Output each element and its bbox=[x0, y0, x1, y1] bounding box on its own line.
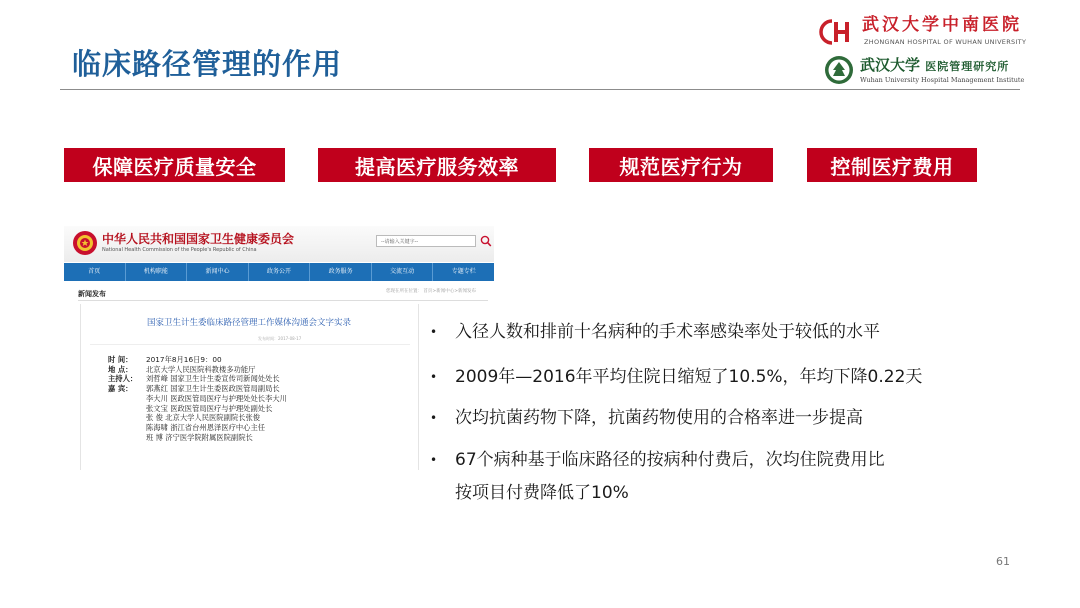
role-regulate-behavior: 规范医疗行为 bbox=[589, 148, 773, 182]
role-quality-safety: 保障医疗质量安全 bbox=[64, 148, 285, 182]
hospital-logo-icon bbox=[818, 18, 856, 46]
bullet-text: 67个病种基于临床路径的按病种付费后，次均住院费用比 bbox=[455, 450, 885, 470]
guest-item: 李大川 医政医管局医疗与护理处处长李大川 bbox=[146, 393, 287, 403]
site-header bbox=[64, 226, 494, 262]
institute-name-main: 武汉大学 bbox=[860, 56, 921, 74]
site-nav bbox=[64, 263, 494, 281]
guest-item: 张文宝 医政医管局医疗与护理处副处长 bbox=[146, 403, 273, 413]
guest-item: 郭燕红 国家卫生计生委医政医管局副局长 bbox=[146, 384, 280, 394]
university-seal-icon bbox=[824, 55, 854, 85]
article-title: 国家卫生计生委临床路径管理工作媒体沟通会文字实录 bbox=[146, 318, 351, 328]
bullet-marker: • bbox=[430, 325, 438, 339]
article-info bbox=[108, 355, 287, 442]
guests-label: 嘉 宾： bbox=[108, 384, 133, 394]
institute-logo bbox=[824, 53, 1024, 89]
bullet-text: 次均抗菌药物下降，抗菌药物使用的合格率进一步提高 bbox=[455, 408, 863, 428]
bullet-text: 入径人数和排前十名病种的手术率感染率处于较低的水平 bbox=[455, 322, 880, 342]
article-border-right bbox=[418, 304, 419, 470]
hospital-name-en: ZHONGNAN HOSPITAL OF WUHAN UNIVERSITY bbox=[864, 38, 1027, 46]
site-nav-item: 新闻中心 bbox=[187, 263, 249, 281]
place-value: 北京大学人民医院科教楼多功能厅 bbox=[146, 364, 256, 374]
place-label: 地 点： bbox=[108, 364, 133, 374]
role-control-costs: 控制医疗费用 bbox=[807, 148, 977, 182]
bullet-marker: • bbox=[430, 453, 438, 467]
slide-title: 临床路径管理的作用 bbox=[72, 47, 343, 81]
bullet-marker: • bbox=[430, 370, 438, 384]
guest-item: 班 博 济宁医学院附属医院副院长 bbox=[146, 432, 253, 442]
site-nav-item: 机构职能 bbox=[126, 263, 188, 281]
host-value: 刘哲峰 国家卫生计生委宣传司新闻处处长 bbox=[146, 374, 280, 384]
institute-name-sub: 医院管理研究所 bbox=[925, 60, 1010, 73]
national-emblem-icon bbox=[72, 230, 98, 256]
search-icon bbox=[480, 234, 492, 248]
site-nav-item: 专题专栏 bbox=[451, 268, 476, 275]
time-label: 时 间： bbox=[108, 355, 133, 364]
institute-name-cn bbox=[860, 55, 1009, 77]
time-value: 2017年8月16日9：00 bbox=[146, 355, 222, 364]
guest-item: 陈海啸 浙江省台州恩泽医疗中心主任 bbox=[146, 422, 266, 432]
site-search-input: --请输入关键字-- bbox=[376, 235, 476, 247]
nhc-website-screenshot bbox=[64, 226, 494, 470]
article-divider bbox=[90, 344, 410, 345]
article-border-left bbox=[80, 304, 81, 470]
article-source: 发布时间：2017-08-17 bbox=[258, 336, 302, 341]
site-breadcrumb: 您现在所在位置： 首页>新闻中心>新闻发布 bbox=[386, 289, 476, 294]
site-nav-item: 政务公开 bbox=[249, 263, 311, 281]
bullet-marker: • bbox=[430, 411, 438, 425]
title-divider bbox=[60, 89, 1020, 90]
site-nav-item: 政务服务 bbox=[310, 263, 372, 281]
site-divider bbox=[78, 300, 488, 301]
site-subtitle: National Health Commission of the People's Republic of China bbox=[102, 247, 257, 253]
zhongnan-hospital-logo bbox=[818, 14, 1027, 50]
site-nav-item: 首页 bbox=[64, 263, 126, 281]
site-section-title: 新闻发布 bbox=[78, 290, 106, 298]
site-title: 中华人民共和国国家卫生健康委员会 bbox=[102, 232, 295, 246]
site-nav-item: 交流互动 bbox=[372, 263, 434, 281]
guest-item: 张 俊 北京大学人民医院副院长张俊 bbox=[146, 413, 261, 423]
host-label: 主持人： bbox=[108, 374, 138, 384]
page-number: 61 bbox=[996, 555, 1010, 568]
bullet-text-continued: 按项目付费降低了10% bbox=[455, 483, 629, 503]
institute-name-en: Wuhan University Hospital Management Institute bbox=[860, 76, 1025, 84]
bullet-text: 2009年—2016年平均住院日缩短了10.5%，年均下降0.22天 bbox=[455, 367, 923, 387]
hospital-name-cn: 武汉大学中南医院 bbox=[862, 15, 1022, 35]
role-service-efficiency: 提高医疗服务效率 bbox=[318, 148, 556, 182]
